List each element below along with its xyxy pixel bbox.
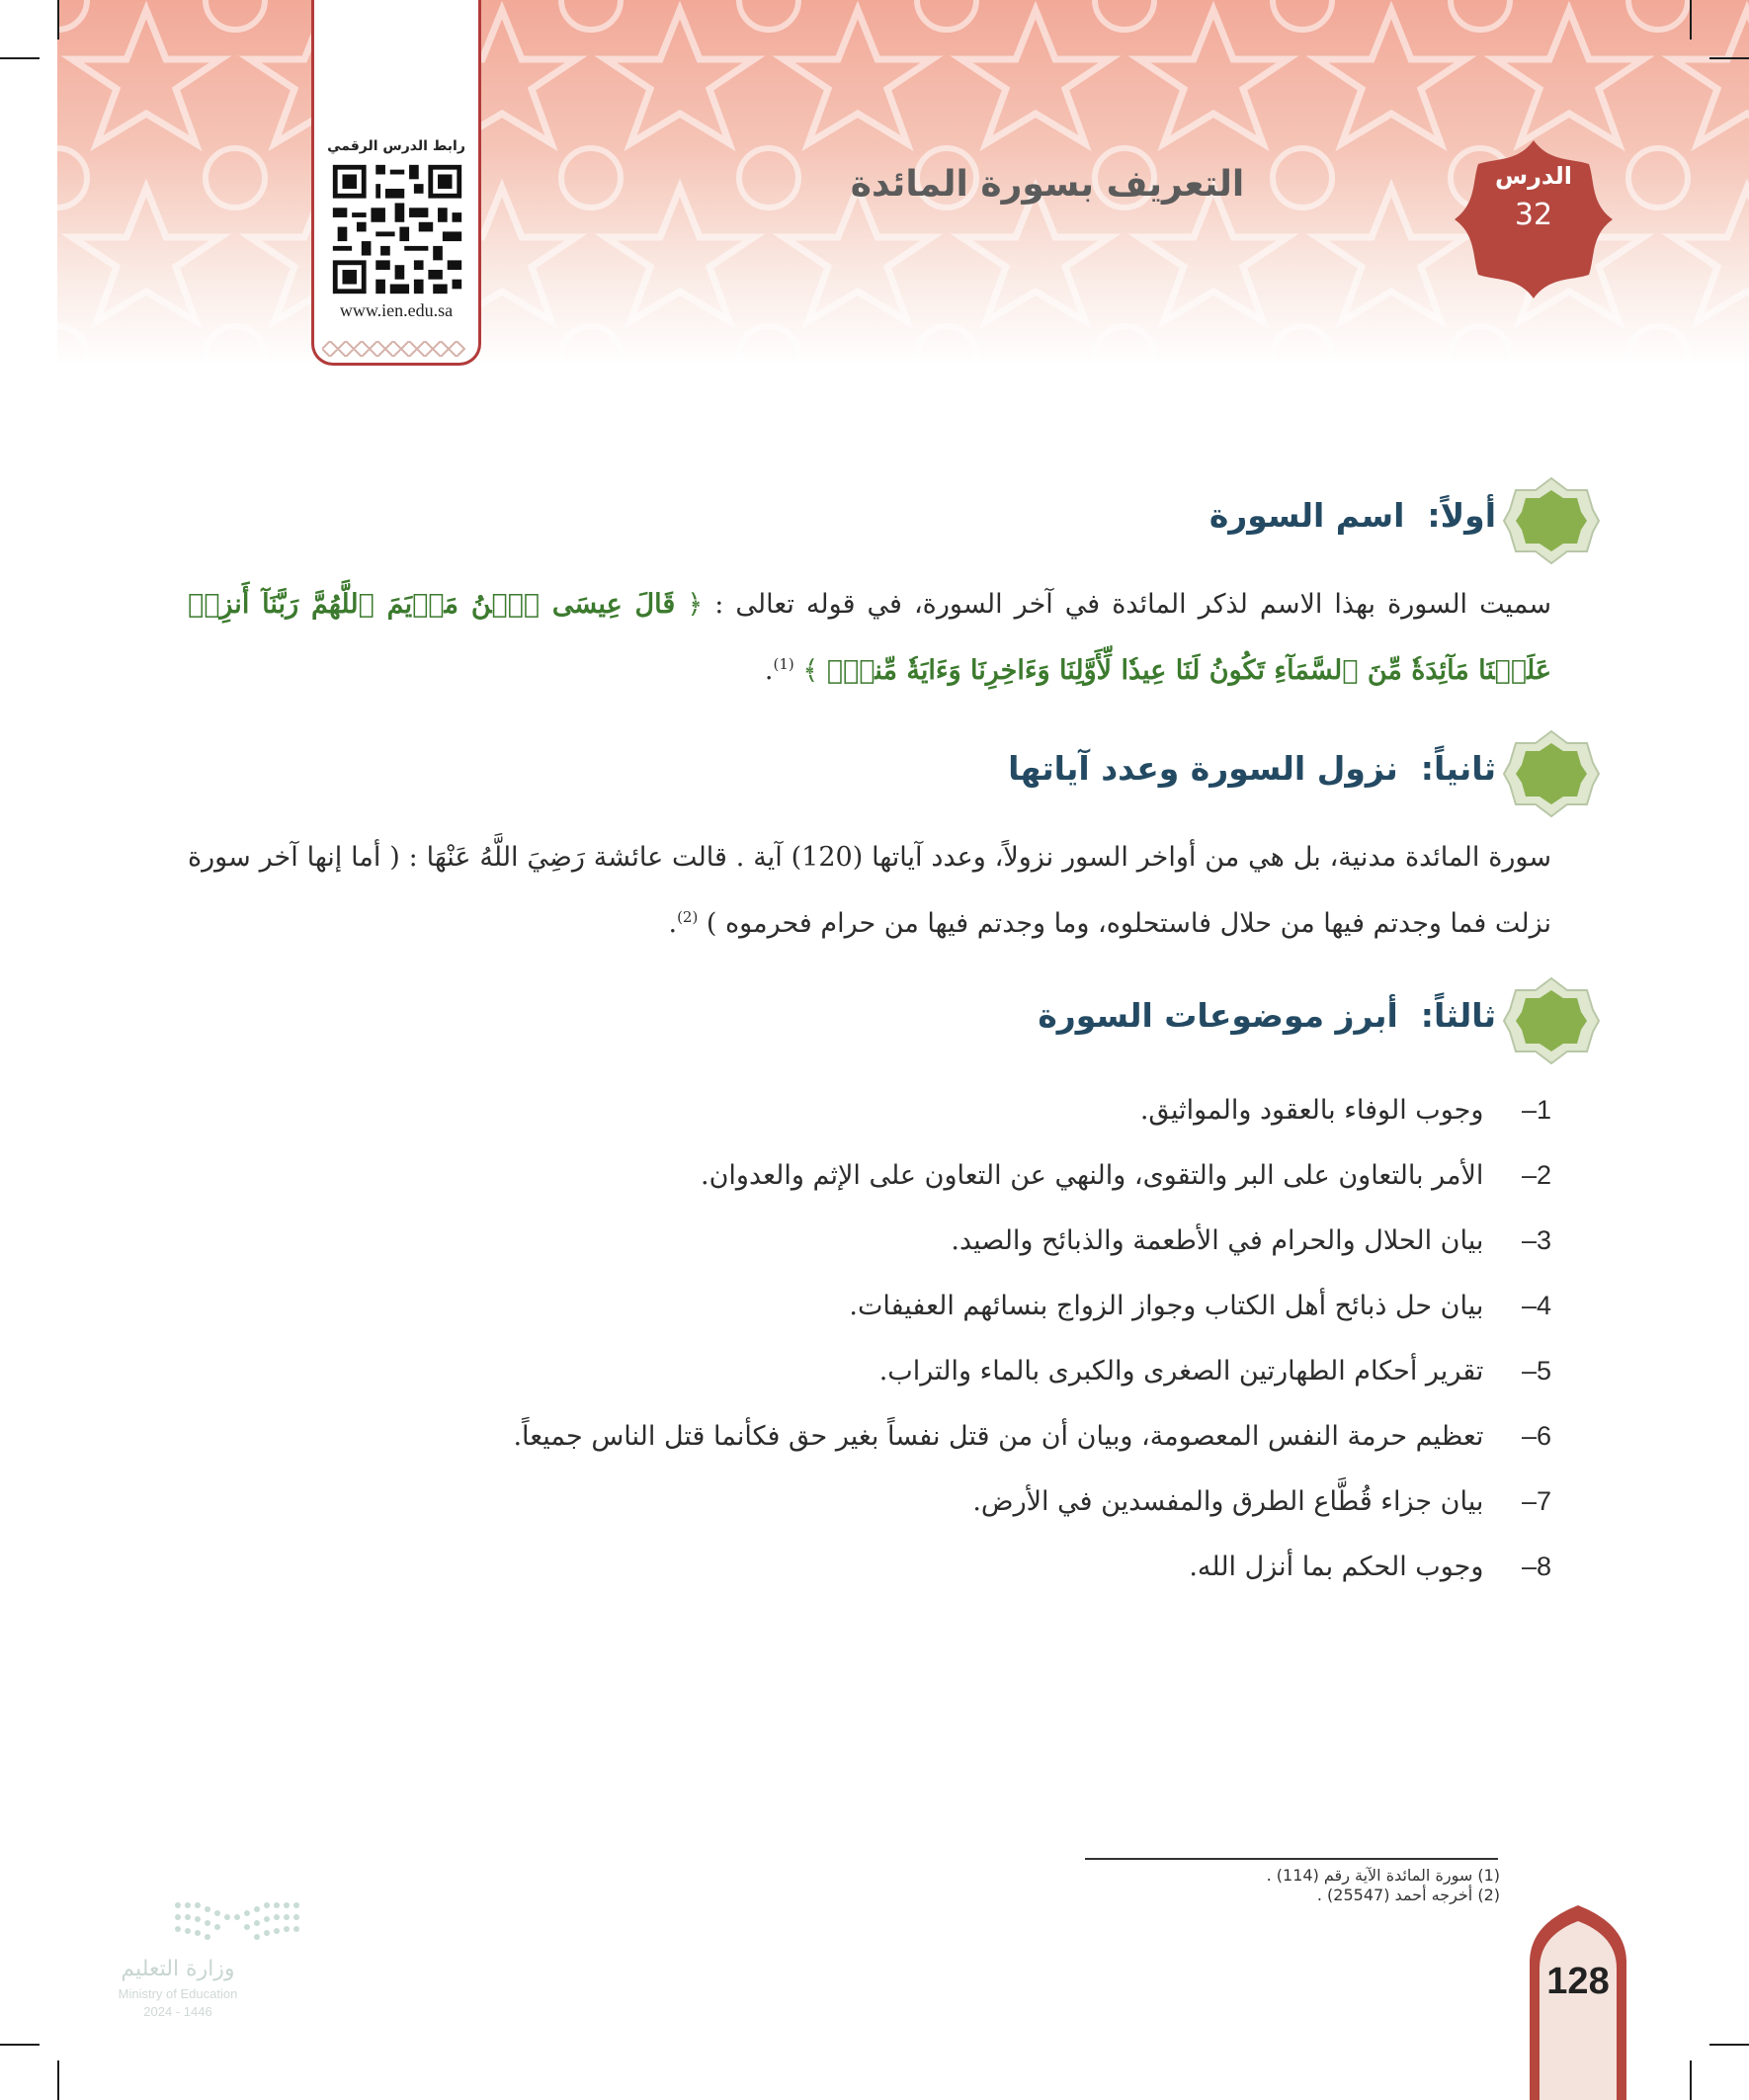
list-item-text: وجوب الوفاء بالعقود والمواثيق. (1139, 1095, 1484, 1126)
crop-mark (0, 2044, 40, 2046)
section-title-text: اسم السورة (1208, 496, 1405, 535)
list-item-text: الأمر بالتعاون على البر والتقوى، والنهي عن التعاون على الإثم والعدوان. (701, 1160, 1484, 1191)
verse-open-bracket: ﴿ (687, 589, 704, 620)
footnote-divider (1085, 1858, 1498, 1860)
footnote-ref-1[interactable]: (1) (773, 655, 794, 673)
section-title-1 (1209, 496, 1496, 535)
section-title-text: نزول السورة وعدد آياتها (1008, 749, 1398, 788)
decorative-strip (322, 341, 470, 357)
list-item (188, 1208, 1551, 1273)
list-item (188, 1469, 1551, 1534)
section-ordinal: أولاً: (1427, 496, 1496, 535)
list-item-number: 1– (1521, 1095, 1551, 1125)
crop-mark (57, 0, 59, 40)
ministry-dots-icon (168, 1895, 326, 1955)
gem-icon (1502, 476, 1601, 565)
section-1-end: . (764, 655, 774, 686)
qr-label: رابط الدرس الرقمي (327, 138, 465, 154)
section-1-intro: سميت السورة بهذا الاسم لذكر المائدة في آخر السورة، في قوله تعالى : (714, 589, 1551, 620)
verse-close-bracket: ﴾ (802, 655, 819, 686)
qr-url[interactable]: www.ien.edu.sa (339, 300, 454, 320)
list-item-number: 8– (1521, 1552, 1551, 1581)
list-item-text: بيان حل ذبائح أهل الكتاب وجواز الزواج بنسائهم العفيفات. (849, 1291, 1484, 1321)
crop-mark (1690, 2060, 1692, 2100)
footnote-1: (1) سورة المائدة الآية رقم (114) . (1266, 1866, 1500, 1885)
section-2-body (188, 828, 1551, 954)
crop-mark (0, 57, 40, 59)
section-heading-2 (1008, 729, 1601, 818)
crop-mark (1709, 2044, 1749, 2046)
crop-mark (1709, 57, 1749, 59)
section-2-end: . (668, 908, 678, 939)
ministry-name-en: Ministry of Education (118, 1986, 238, 2001)
list-item (188, 1273, 1551, 1338)
qr-tab[interactable] (311, 0, 481, 366)
section-heading-1 (1087, 476, 1601, 565)
ministry-year: 2024 - 1446 (143, 2004, 212, 2019)
section-title-3 (1038, 996, 1496, 1035)
section-ordinal: ثانياً: (1420, 749, 1496, 788)
gem-icon (1502, 976, 1601, 1065)
lesson-badge (1451, 136, 1617, 302)
footnotes (1026, 1866, 1500, 1905)
footnote-2: (2) أخرجه أحمد (25547) . (1316, 1886, 1500, 1904)
page-number: 128 (1546, 1961, 1610, 2002)
list-item-text: تعظيم حرمة النفس المعصومة، وبيان أن من قتل نفساً بغير حق فكأنما قتل الناس جميعاً. (513, 1421, 1484, 1452)
page-number-tab (1524, 1903, 1632, 2100)
ministry-logo (99, 1895, 336, 2034)
topics-list (188, 1077, 1551, 1599)
section-1-body (188, 575, 1551, 701)
list-item-text: بيان الحلال والحرام في الأطعمة والذبائح والصيد. (951, 1225, 1484, 1256)
section-title-text: أبرز موضوعات السورة (1038, 996, 1398, 1035)
ministry-name-ar: وزارة التعليم (121, 1957, 235, 1981)
crop-mark (1690, 0, 1692, 40)
list-item (188, 1403, 1551, 1469)
list-item-number: 6– (1521, 1421, 1551, 1451)
list-item-number: 5– (1521, 1356, 1551, 1386)
qr-code-icon[interactable] (328, 160, 466, 298)
list-item-number: 4– (1521, 1291, 1551, 1320)
lesson-title: التعريف بسورة المائدة (850, 164, 1245, 205)
list-item-text: بيان جزاء قُطَّاع الطرق والمفسدين في الأرض. (972, 1486, 1484, 1517)
list-item (188, 1338, 1551, 1403)
list-item-text: وجوب الحكم بما أنزل الله. (1189, 1552, 1484, 1582)
list-item-number: 7– (1521, 1486, 1551, 1516)
list-item-text: تقرير أحكام الطهارتين الصغرى والكبرى بالماء والتراب. (878, 1356, 1484, 1386)
list-item (188, 1142, 1551, 1208)
section-title-2 (1008, 749, 1496, 788)
lesson-label: الدرس (1494, 162, 1573, 190)
gem-icon (1502, 729, 1601, 818)
section-2-text: سورة المائدة مدنية، بل هي من أواخر السور نزولاً، وعدد آياتها (120) آية . قالت عائشة رَضِيَ اللَّهُ عَنْهَا : ( أما إنها آخر سورة نزلت فما وجدتم فيها من حلال فاستحلوه، وما وجدتم فيها من حرام فحرموه ) (188, 842, 1551, 939)
footnote-ref-2[interactable]: (2) (677, 908, 699, 926)
list-item-number: 3– (1521, 1225, 1551, 1255)
section-heading-3 (1038, 976, 1601, 1065)
quran-verse: قَالَ عِيسَى ٱبۡنُ مَرۡيَمَ ٱللَّهُمَّ رَبَّنَآ أَنزِلۡ عَلَيۡنَا مَآئِدَةٗ مِّنَ ٱلسَّمَآءِ تَكُونُ لَنَا عِيدٗا لِّأَوَّلِنَا وَءَاخِرِنَا وَءَايَةٗ مِّنكَۖ (188, 589, 1551, 686)
list-item (188, 1077, 1551, 1142)
section-ordinal: ثالثاً: (1420, 996, 1496, 1035)
list-item (188, 1534, 1551, 1599)
lesson-number: 32 (1514, 198, 1553, 232)
list-item-number: 2– (1521, 1160, 1551, 1190)
crop-mark (57, 2060, 59, 2100)
